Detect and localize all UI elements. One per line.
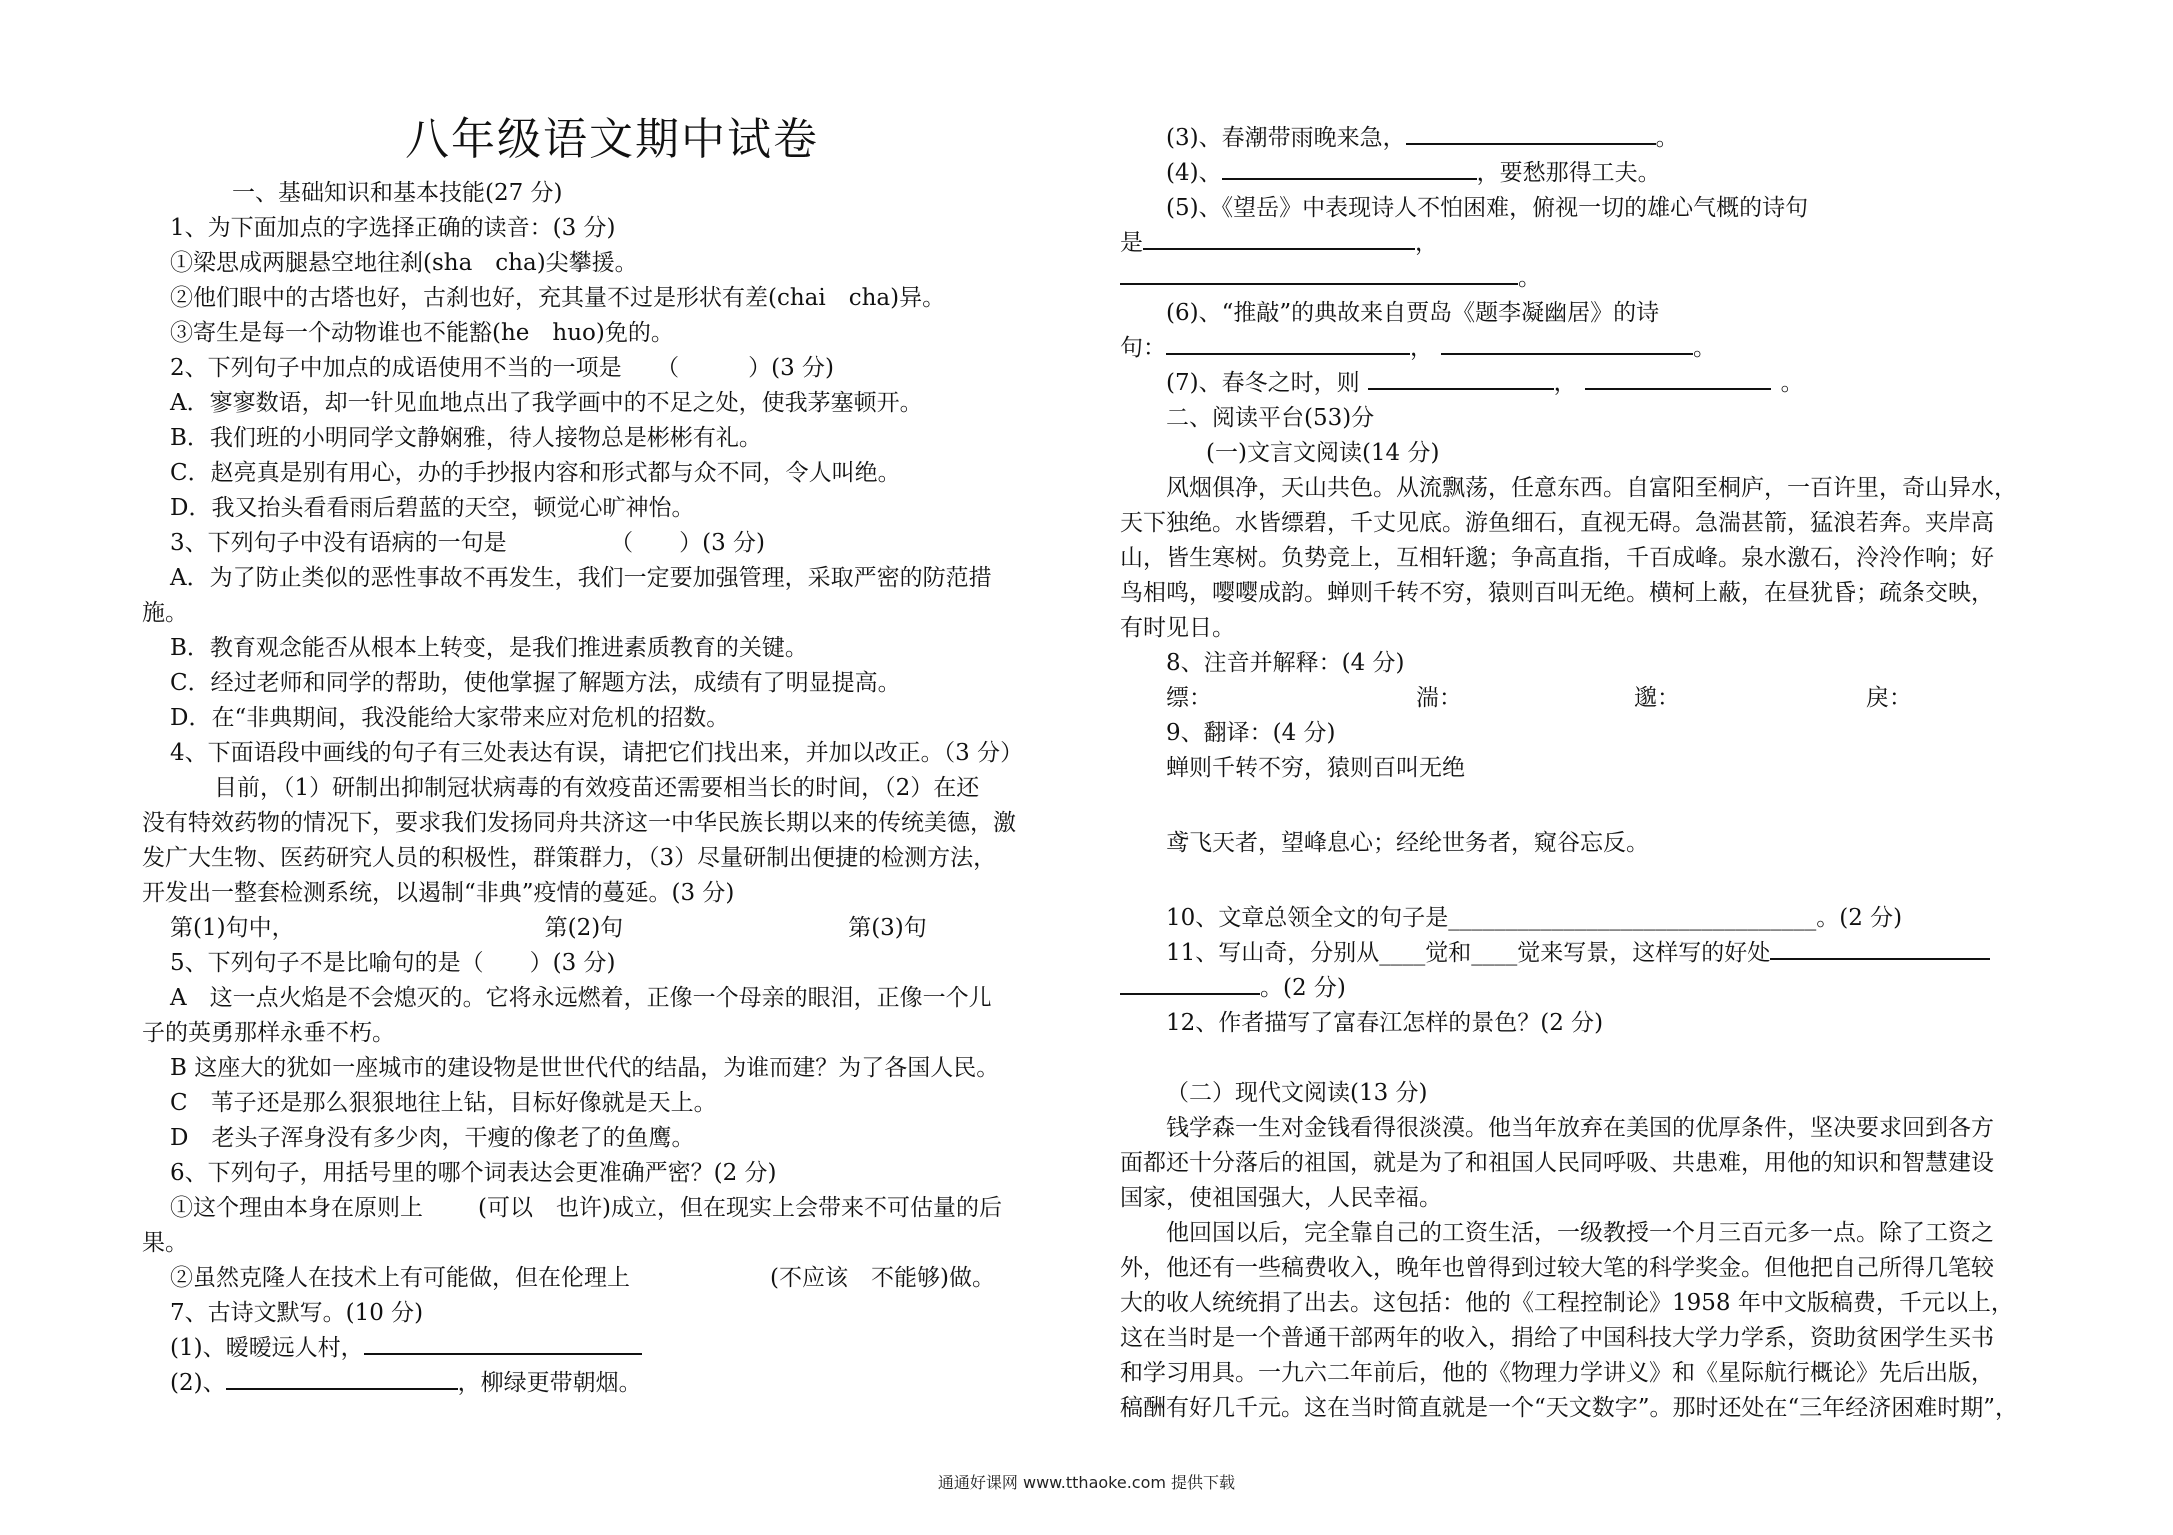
- question-2-option-a: A．寥寥数语，却一针见血地点出了我学画中的不足之处，使我茅塞顿开。: [170, 390, 923, 416]
- question-7-item-5: (5)、《望岳》中表现诗人不怕困难，俯视一切的雄心气概的诗句: [1166, 195, 1809, 221]
- section-2-1-heading: (一)文言文阅读(14 分): [1206, 440, 1440, 466]
- question-3: 3、下列句子中没有语病的一句是 （ ）(3 分): [170, 530, 766, 556]
- question-11-cont: [1120, 973, 2078, 1003]
- modern-passage-line: 这在当时是一个普通干部两年的收入，捐给了中国科技大学力学系，资助贫困学生买书: [1120, 1325, 1994, 1351]
- question-7-item-4-label: (4)、: [1166, 160, 1222, 186]
- question-10: 10、文章总领全文的句子是________________________________。(2 分): [1166, 905, 1903, 931]
- modern-passage-line: 钱学森一生对金钱看得很淡漠。他当年放弃在美国的优厚条件，坚决要求回到各方: [1166, 1115, 1994, 1141]
- section-2-heading: 二、阅读平台(53)分: [1166, 405, 1375, 431]
- question-3-option-d: D．在“非典期间，我没能给大家带来应对危机的招数。: [170, 705, 730, 731]
- question-7-item-3: [1120, 123, 2078, 153]
- question-6-item-a-cont: 果。: [142, 1230, 188, 1256]
- question-4-passage-line: 目前，（1）研制出抑制冠状病毒的有效疫苗还需要相当长的时间，（2）在还: [214, 775, 980, 801]
- answer-blank[interactable]: [1406, 123, 1656, 145]
- question-4-passage-line: 发广大生物、医药研究人员的积极性，群策群力，（3）尽量研制出便捷的检测方法，: [142, 845, 997, 871]
- answer-blank[interactable]: [1143, 228, 1415, 250]
- question-9: 9、翻译：(4 分): [1166, 720, 1336, 746]
- modern-passage-line: 外，他还有一些稿费收入，晚年也曾得到过较大笔的科学奖金。但他把自己所得几笔较: [1120, 1255, 1994, 1281]
- punctuation: ，: [1415, 230, 1438, 256]
- modern-passage-line: 稿酬有好几千元。这在当时简直就是一个“天文数字”。那时还处在“三年经济困难时期”，: [1120, 1395, 2019, 1421]
- question-7-item-6-prefix: 句：: [1120, 335, 1166, 361]
- question-2: 2、下列句子中加点的成语使用不当的一项是 （ ）(3 分): [170, 355, 835, 381]
- question-1-item-c: ③寄生是每一个动物谁也不能豁(he huo)免的。: [170, 320, 674, 346]
- question-7-item-7-text: (7)、春冬之时，则: [1166, 370, 1360, 396]
- question-7-item-2: [142, 1368, 1082, 1398]
- question-7-item-1-text: (1)、暧暧远人村，: [170, 1335, 364, 1361]
- modern-passage-line: 国家，使祖国强大，人民幸福。: [1120, 1185, 1442, 1211]
- classical-passage-line: 山，皆生寒树。负势竞上，互相轩邈；争高直指，千百成峰。泉水激石，泠泠作响；好: [1120, 545, 1994, 571]
- answer-blank[interactable]: [226, 1368, 458, 1390]
- question-7-item-5-answer: [1120, 228, 2078, 258]
- classical-passage-line: 有时见日。: [1120, 615, 1235, 641]
- question-1-item-b: ②他们眼中的古塔也好，古刹也好，充其量不过是形状有差(chai cha)异。: [170, 285, 946, 311]
- classical-passage-line: 鸟相鸣，嘤嘤成韵。蝉则千转不穷，猿则百叫无绝。横柯上蔽，在昼犹昏；疏条交映，: [1120, 580, 1994, 606]
- classical-passage-line: 天下独绝。水皆缥碧，千丈见底。游鱼细石，直视无碍。急湍甚箭，猛浪若奔。夹岸高: [1120, 510, 1994, 536]
- exam-title: 八年级语文期中试卷: [405, 114, 819, 165]
- answer-blank[interactable]: [1770, 938, 1990, 960]
- answer-blank[interactable]: [1368, 368, 1554, 390]
- question-4-answer-3-label: 第(3)句: [848, 915, 927, 941]
- question-5: 5、下列句子不是比喻句的是（ ）(3 分): [170, 950, 616, 976]
- answer-blank[interactable]: [1585, 368, 1771, 390]
- question-5-option-a: A 这一点火焰是不会熄灭的。它将永远燃着，正像一个母亲的眼泪，正像一个儿: [170, 985, 992, 1011]
- answer-blank[interactable]: [1120, 973, 1260, 995]
- question-5-option-d: D 老头子浑身没有多少肉，干瘦的像老了的鱼鹰。: [170, 1125, 695, 1151]
- question-8-word-4: 戾：: [1866, 685, 1912, 711]
- modern-passage-line: 和学习用具。一九六二年前后，他的《物理力学讲义》和《星际航行概论》先后出版，: [1120, 1360, 1994, 1386]
- question-6: 6、下列句子，用括号里的哪个词表达会更准确严密？(2 分): [170, 1160, 777, 1186]
- question-8-word-1: 缥：: [1166, 685, 1212, 711]
- answer-blank[interactable]: [1441, 333, 1693, 355]
- question-6-item-b-text: ②虽然克隆人在技术上有可能做，但在伦理上: [170, 1265, 630, 1291]
- question-8-words: [1120, 683, 2078, 713]
- question-7-item-7: [1120, 368, 2078, 398]
- question-11-points: 。(2 分): [1260, 975, 1346, 1001]
- question-8-word-3: 邈：: [1634, 685, 1680, 711]
- question-2-option-d: D．我又抬头看看雨后碧蓝的天空，顿觉心旷神怡。: [170, 495, 695, 521]
- question-3-option-a-cont: 施。: [142, 600, 188, 626]
- question-3-option-a: A．为了防止类似的恶性事故不再发生，我们一定要加强管理，采取严密的防范措: [170, 565, 992, 591]
- section-1-heading: 一、基础知识和基本技能(27 分): [232, 180, 563, 206]
- question-4-answer-row: [142, 913, 1082, 943]
- question-1: 1、为下面加点的字选择正确的读音：(3 分): [170, 215, 616, 241]
- answer-blank[interactable]: [1222, 158, 1477, 180]
- punctuation: 。: [1780, 370, 1804, 396]
- punctuation: 。: [1693, 335, 1716, 361]
- question-2-option-b: B．我们班的小明同学文静娴雅，待人接物总是彬彬有礼。: [170, 425, 762, 451]
- page-footer: 通通好课网 www.tthaoke.com 提供下载: [937, 1473, 1236, 1492]
- answer-blank[interactable]: [1120, 263, 1518, 285]
- question-1-item-a: ①梁思成两腿悬空地往刹(sha cha)尖攀援。: [170, 250, 638, 276]
- question-4-answer-2-label: 第(2)句: [544, 915, 624, 941]
- question-7-item-4-text: ，要愁那得工夫。: [1476, 160, 1661, 186]
- question-7: 7、古诗文默写。(10 分): [170, 1300, 424, 1326]
- question-8: 8、注音并解释：(4 分): [1166, 650, 1405, 676]
- question-9-sentence-2: 鸢飞天者，望峰息心；经纶世务者，窥谷忘反。: [1166, 830, 1649, 856]
- question-7-item-2-label: (2)、: [170, 1370, 226, 1396]
- question-4-answer-1-label: 第(1)句中，: [170, 915, 295, 941]
- question-6-item-b: [142, 1263, 1082, 1293]
- question-7-item-6-answer: [1120, 333, 2078, 363]
- question-5-option-b: B 这座大的犹如一座城市的建设物是世世代代的结晶，为谁而建？为了各国人民。: [170, 1055, 1000, 1081]
- question-6-item-a-options: (可以 也许)成立，但在现实上会带来不可估量的后: [478, 1195, 1002, 1221]
- question-7-item-3-text: (3)、春潮带雨晚来急，: [1166, 125, 1406, 151]
- question-5-option-a-cont: 子的英勇那样永垂不朽。: [142, 1020, 395, 1046]
- question-3-option-b: B．教育观念能否从根本上转变，是我们推进素质教育的关键。: [170, 635, 808, 661]
- punctuation: 。: [1518, 265, 1541, 291]
- question-7-item-5-prefix: 是: [1120, 230, 1143, 256]
- question-7-item-5-answer-2: [1120, 263, 2078, 293]
- question-7-item-4: [1120, 158, 2078, 188]
- question-7-item-2-text: ，柳绿更带朝烟。: [457, 1370, 642, 1396]
- answer-blank[interactable]: [1166, 333, 1410, 355]
- question-5-option-c: C 苇子还是那么狠狠地往上钻，目标好像就是天上。: [170, 1090, 717, 1116]
- modern-passage-line: 他回国以后，完全靠自己的工资生活，一级教授一个月三百元多一点。除了工资之: [1166, 1220, 1994, 1246]
- question-7-item-6: (6)、“推敲”的典故来自贾岛《题李凝幽居》的诗: [1166, 300, 1660, 326]
- question-3-option-c: C．经过老师和同学的帮助，使他掌握了解题方法，成绩有了明显提高。: [170, 670, 901, 696]
- punctuation: ，: [1410, 335, 1433, 361]
- question-4-passage-line: 开发出一整套检测系统，以遏制“非典”疫情的蔓延。(3 分): [142, 880, 735, 906]
- question-4-passage-line: 没有特效药物的情况下，要求我们发扬同舟共济这一中华民族长期以来的传统美德，激: [142, 810, 1016, 836]
- question-11-text: 11、写山奇，分别从____觉和____觉来写景，这样写的好处: [1166, 940, 1771, 966]
- modern-passage-line: 面都还十分落后的祖国，就是为了和祖国人民同呼吸、共患难，用他的知识和智慧建设: [1120, 1150, 1994, 1176]
- question-4: 4、下面语段中画线的句子有三处表达有误，请把它们找出来，并加以改正。（3 分）: [170, 740, 1024, 766]
- punctuation: 。: [1655, 125, 1679, 151]
- classical-passage-line: 风烟俱净，天山共色。从流飘荡，任意东西。自富阳至桐庐，一百许里，奇山异水，: [1166, 475, 2017, 501]
- answer-blank[interactable]: [364, 1333, 642, 1355]
- question-7-item-1: [142, 1333, 1082, 1363]
- section-2-2-heading: （二）现代文阅读(13 分): [1166, 1080, 1428, 1106]
- question-8-word-2: 湍：: [1416, 685, 1462, 711]
- question-9-sentence-1: 蝉则千转不穷，猿则百叫无绝: [1166, 755, 1465, 781]
- question-6-item-a: [142, 1193, 1082, 1223]
- modern-passage-line: 大的收人统统捐了出去。这包括：他的《工程控制论》1958 年中文版稿费，千元以上，: [1120, 1290, 2014, 1316]
- question-6-item-a-text: ①这个理由本身在原则上: [170, 1195, 423, 1221]
- question-11: [1120, 938, 2078, 968]
- punctuation: ，: [1553, 370, 1577, 396]
- question-12: 12、作者描写了富春江怎样的景色？(2 分): [1166, 1010, 1604, 1036]
- question-6-item-b-options: (不应该 不能够)做。: [770, 1265, 995, 1291]
- question-2-option-c: C．赵亮真是别有用心，办的手抄报内容和形式都与众不同，令人叫绝。: [170, 460, 901, 486]
